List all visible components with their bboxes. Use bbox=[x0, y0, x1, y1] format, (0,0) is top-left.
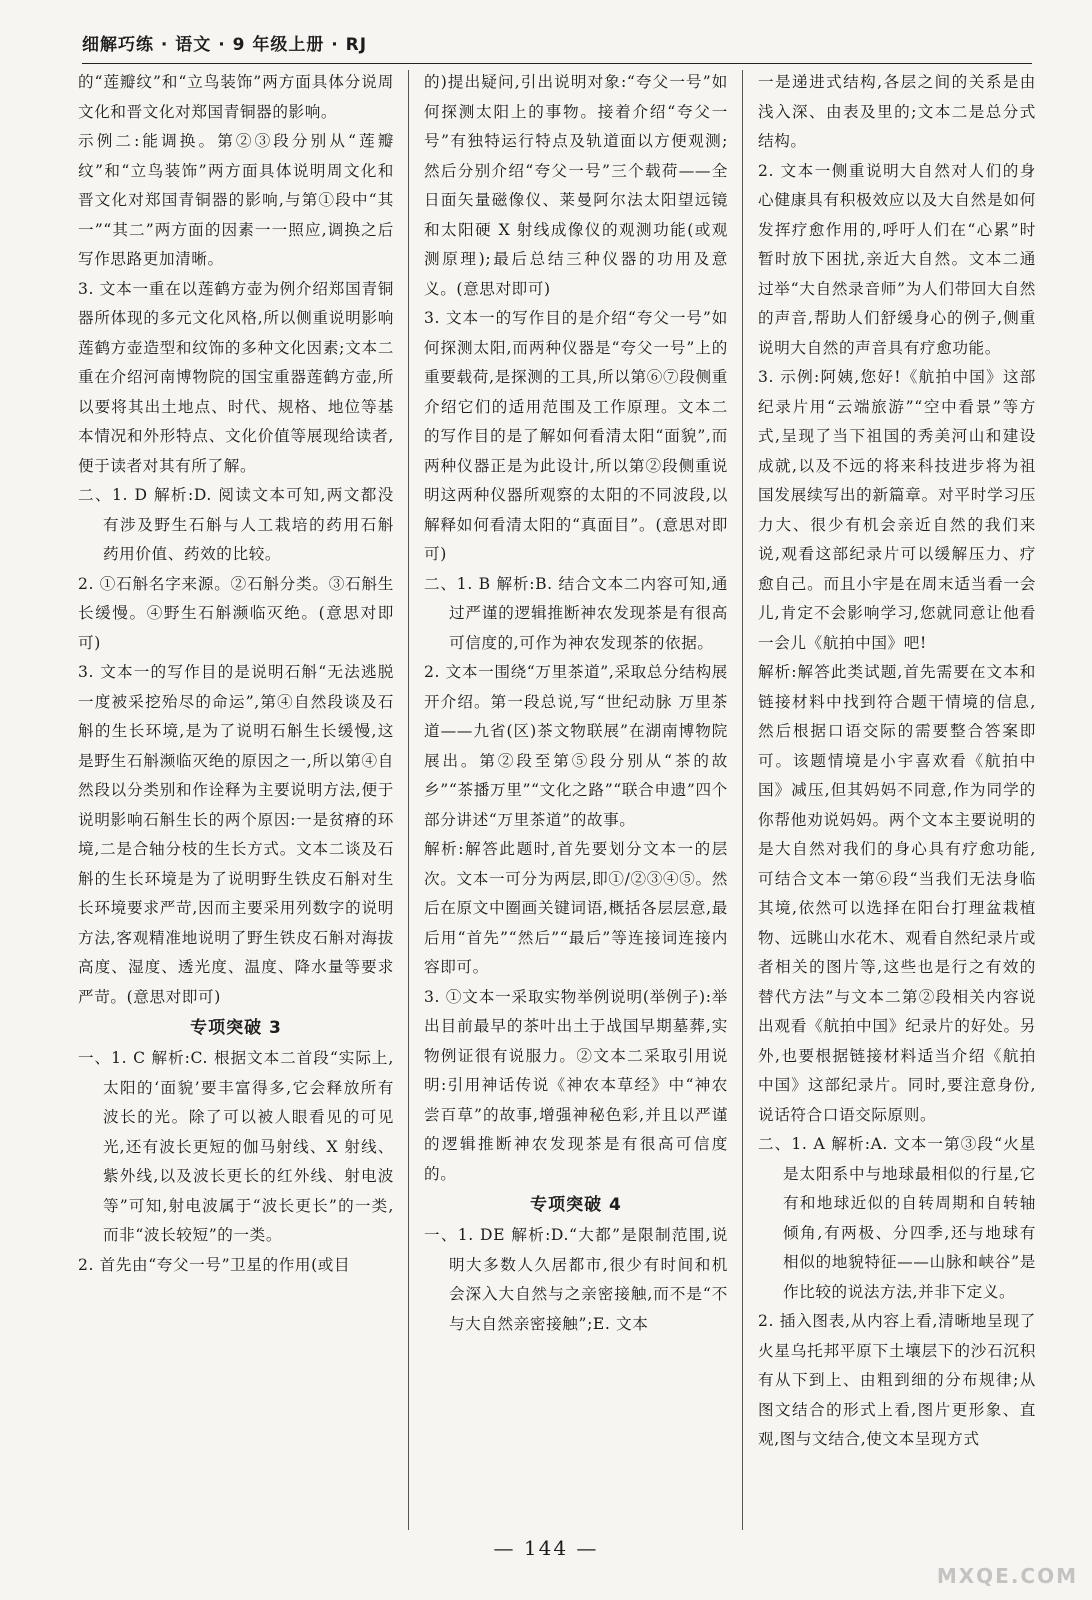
column-2 bbox=[424, 68, 728, 1530]
answer-paragraph: 示例二:能调换。第②③段分别从“莲瓣纹”和“立鸟装饰”两方面具体说明周文化和晋文化对郑国青铜器的影响,与第①段中“其一”“其二”两方面的因素一一照应,调换之后写作思路更加清晰。 bbox=[78, 132, 394, 268]
answer-paragraph: 的)提出疑问,引出说明对象:“夸父一号”如何探测太阳上的事物。接着介绍“夸父一号”有独特运行特点及轨道面以方便观测;然后分别介绍“夸父一号”三个载荷——全日面矢量磁像仪、莱曼阿尔法太阳望远镜和太阳硬 X 射线成像仪的观测功能(或观测原理);最后总结三种仪器的功用及意义。(意思对即可) bbox=[424, 73, 728, 298]
answer-paragraph: 3. 文本一的写作目的是介绍“夸父一号”如何探测太阳,而两种仪器是“夸父一号”上的重要载荷,是探测的工具,所以第⑥⑦段侧重介绍它们的适用范围及工作原理。文本二的写作目的是了解如何看清太阳“面貌”,而两种仪器正是为此设计,所以第②段侧重说明这两种仪器所观察的太阳的不同波段,以解释如何看清太阳的“真面目”。(意思对即可) bbox=[424, 309, 728, 563]
column-divider-1 bbox=[408, 70, 409, 1530]
analysis-paragraph: 解析:解答此类试题,首先需要在文本和链接材料中找到符合题干情境的信息,然后根据口语交际的需要整合答案即可。该题情境是小宇喜欢看《航拍中国》减压,但其妈妈不同意,作为同学的你帮他劝说妈妈。两个文本主要说明的是大自然对我们的身心具有疗愈功能,可结合文本一第⑥段“当我们无法身临其境,依然可以选择在阳台打理盆栽植物、远眺山水花木、观看自然纪录片或者相关的图片等,这些也是行之有效的替代方法”与文本二第②段相关内容说出观看《航拍中国》纪录片的好处。另外,也要根据链接材料适当介绍《航拍中国》这部纪录片。同时,要注意身份,说话符合口语交际原则。 bbox=[758, 663, 1036, 1124]
column-divider-2 bbox=[742, 70, 743, 1530]
column-3 bbox=[758, 68, 1036, 1530]
question-answer: 二、1. D 解析:D. 阅读文本可知,两文都没有涉及野生石斛与人工栽培的药用石斛药用价值、药效的比较。 bbox=[78, 486, 394, 563]
answer-paragraph: 2. 文本一围绕“万里茶道”,采取总分结构展开介绍。第一段总说,写“世纪动脉 万里茶道——九省(区)茶文物联展”在湖南博物院展出。第②段至第⑤段分别从“茶的故乡”“茶播万里”“文化之路”“联合申遗”四个部分讲述“万里茶道”的故事。 bbox=[424, 663, 728, 829]
answer-paragraph: 的“莲瓣纹”和“立鸟装饰”两方面具体分说周文化和晋文化对郑国青铜器的影响。 bbox=[78, 73, 394, 121]
answer-paragraph: 2. 首先由“夸父一号”卫星的作用(或目 bbox=[78, 1255, 351, 1274]
answer-paragraph: 2. 插入图表,从内容上看,清晰地呈现了火星乌托邦平原下土壤层下的沙石沉积有从下到上、由粗到细的分布规律;从图文结合的形式上看,图片更形象、直观,图与文结合,使文本呈现方式 bbox=[758, 1312, 1036, 1448]
answer-paragraph: 2. 文本一侧重说明大自然对人们的身心健康具有积极效应以及大自然是如何发挥疗愈作用的,呼吁人们在“心累”时暂时放下困扰,亲近大自然。文本二通过举“大自然录音师”为人们带回大自然的声音,帮助人们舒缓身心的例子,侧重说明大自然的声音具有疗愈功能。 bbox=[758, 161, 1036, 357]
question-answer: 二、1. B 解析:B. 结合文本二内容可知,通过严谨的逻辑推断神农发现茶是有很高可信度的,可作为神农发现茶的依据。 bbox=[424, 574, 728, 652]
watermark-text: MXQE.COM bbox=[936, 1564, 1078, 1588]
watermark-logo bbox=[878, 1522, 1078, 1588]
answer-paragraph: 2. ①石斛名字来源。②石斛分类。③石斛生长缓慢。④野生石斛濒临灭绝。(意思对即可) bbox=[78, 574, 394, 652]
question-answer: 一、1. C 解析:C. 根据文本二首段“实际上,太阳的‘面貌’要丰富得多,它会释放所有波长的光。除了可以被人眼看见的可见光,还有波长更短的伽马射线、X 射线、紫外线,以及波长更长的红外线、射电波等”可知,射电波属于“波长更长”的一类,而非“波长较短”的一类。 bbox=[78, 1049, 394, 1244]
header-title: 细解巧练 · 语文 · 9 年级上册 · RJ bbox=[82, 35, 368, 55]
section-heading: 专项突破 4 bbox=[530, 1195, 622, 1215]
analysis-paragraph: 解析:解答此题时,首先要划分文本一的层次。文本一可分为两层,即①/②③④⑤。然后在原文中圈画关键词语,概括各层层意,最后用“首先”“然后”“最后”等连接词连接内容即可。 bbox=[424, 840, 728, 976]
answer-paragraph: 3. 文本一的写作目的是说明石斛“无法逃脱一度被采挖殆尽的命运”,第④自然段谈及石斛的生长环境,是为了说明石斛生长缓慢,这是野生石斛濒临灭绝的原因之一,所以第④自然段以分类别和作诠释为主要说明方法,便于说明影响石斛生长的两个原因:一是贫瘠的环境,二是合轴分枝的生长方式。文本二谈及石斛的生长环境是为了说明野生铁皮石斛对生长环境要求严苛,因而主要采用列数字的说明方法,客观精准地说明了野生铁皮石斛对海拔高度、湿度、透光度、温度、降水量等要求严苛。(意思对即可) bbox=[78, 663, 394, 1006]
answer-paragraph: 3. 文本一重在以莲鹤方壶为例介绍郑国青铜器所体现的多元文化风格,所以侧重说明影响莲鹤方壶造型和纹饰的多种文化因素;文本二重在介绍河南博物院的国宝重器莲鹤方壶,所以要将其出土地点、时代、规格、地位等基本情况和外形特点、文化价值等展现给读者,便于读者对其有所了解。 bbox=[78, 279, 394, 475]
page-header bbox=[82, 22, 1032, 64]
question-answer: 二、1. A 解析:A. 文本一第③段“火星是太阳系中与地球最相似的行星,它有和地球近似的自转周期和自转轴倾角,有两极、分四季,还与地球有相似的地貌特征——山脉和峡谷”是作比较的说法方法,并非下定义。 bbox=[758, 1135, 1036, 1301]
page-number: — 144 — bbox=[493, 1536, 599, 1560]
column-1 bbox=[78, 68, 394, 1530]
answer-paragraph: 3. ①文本一采取实物举例说明(举例子):举出目前最早的茶叶出土于战国早期墓葬,实物例证很有说服力。②文本二采取引用说明:引用神话传说《神农本草经》中“神农尝百草”的故事,增强神秘色彩,并且以严谨的逻辑推断神农发现茶是有很高可信度的。 bbox=[424, 987, 728, 1183]
question-answer: 一、1. DE 解析:D.“大都”是限制范围,说明大多数人久居都市,很少有时间和机会深入大自然与之亲密接触,而不是“不与大自然亲密接触”;E. 文本 bbox=[424, 1226, 728, 1333]
section-heading: 专项突破 3 bbox=[190, 1018, 282, 1038]
answer-paragraph: 3. 示例:阿姨,您好!《航拍中国》这部纪录片用“云端旅游”“空中看景”等方式,呈现了当下祖国的秀美河山和建设成就,以及不远的将来科技进步将为祖国发展续写出的新篇章。对平时学习压力大、很少有机会亲近自然的我们来说,观看这部纪录片可以缓解压力、疗愈自己。而且小宇是在周末适当看一会儿,肯定不会影响学习,您就同意让他看一会儿《航拍中国》吧! bbox=[758, 368, 1036, 652]
answer-paragraph: 一是递进式结构,各层之间的关系是由浅入深、由表及里的;文本二是总分式结构。 bbox=[758, 73, 1036, 150]
